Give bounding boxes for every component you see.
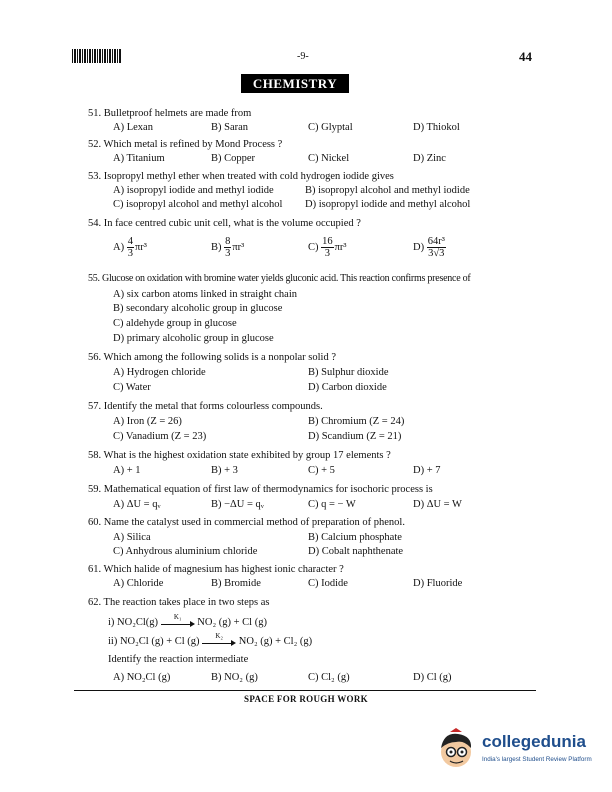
question-59: 59. Mathematical equation of first law of thermodynamics for isochoric process is: [88, 484, 433, 495]
option: A) Chloride: [113, 578, 164, 589]
option: D) isopropyl iodide and methyl alcohol: [305, 199, 471, 210]
option: D) Fluoride: [413, 578, 463, 589]
option: A) ΔU = qᵥ: [113, 499, 161, 510]
option: D) Cobalt naphthenate: [308, 546, 404, 557]
option: C) aldehyde group in glucose: [113, 318, 237, 329]
option: B) NO₂ (g): [211, 672, 258, 683]
reaction-arrow: K₂: [202, 637, 236, 647]
question-51: 51. Bulletproof helmets are made from: [88, 108, 252, 119]
question-58: 58. What is the highest oxidation state exhibited by group 17 elements ?: [88, 450, 391, 461]
question-61: 61. Which halide of magnesium has highest ionic character ?: [88, 564, 344, 575]
option: D) + 7: [413, 465, 441, 476]
option: D) Scandium (Z = 21): [308, 431, 402, 442]
question-55: 55. Glucose on oxidation with bromine water yields gluconic acid. This reaction confirms presence of: [88, 273, 471, 284]
option: C) Water: [113, 382, 151, 393]
option: C) Cl₂ (g): [308, 672, 350, 683]
option: C) Nickel: [308, 153, 350, 164]
mascot-icon: [436, 728, 478, 772]
option-fraction: A) $\frac{4}{3}$ πr³: [113, 236, 147, 260]
option: B) Saran: [211, 122, 249, 133]
reaction-arrow: K₁: [161, 618, 195, 628]
barcode: [72, 49, 122, 63]
option: B) −ΔU = qᵥ: [211, 499, 264, 510]
option: B) Bromide: [211, 578, 261, 589]
page-number: -9-: [297, 51, 309, 62]
option: B) Copper: [211, 153, 256, 164]
option: A) Titanium: [113, 153, 165, 164]
collegedunia-logo: [436, 728, 600, 772]
option: B) isopropyl alcohol and methyl iodide: [305, 185, 470, 196]
question-52: 52. Which metal is refined by Mond Process ?: [88, 139, 283, 150]
question-57: 57. Identify the metal that forms colourless compounds.: [88, 401, 323, 412]
question-56: 56. Which among the following solids is a nonpolar solid ?: [88, 352, 336, 363]
option: D) Thiokol: [413, 122, 460, 133]
option: C) Anhydrous aluminium chloride: [113, 546, 258, 557]
option: A) six carbon atoms linked in straight chain: [113, 289, 298, 300]
option: D) primary alcoholic group in glucose: [113, 333, 274, 344]
option-fraction: D) $\frac{\text{64r³}}{3√3}$: [413, 236, 445, 260]
option: D) ΔU = W: [413, 499, 462, 510]
option: C) isopropyl alcohol and methyl alcohol: [113, 199, 283, 210]
question-54: 54. In face centred cubic unit cell, what is the volume occupied ?: [88, 218, 361, 229]
reaction-step-2: ii) NO₂Cl (g) + Cl (g) K₂ NO₂ (g) + Cl₂ (g): [108, 631, 313, 647]
booklet-code: 44: [519, 49, 532, 64]
option: D) Cl (g): [413, 672, 452, 683]
option: B) secondary alcoholic group in glucose: [113, 303, 283, 314]
option: C) Iodide: [308, 578, 348, 589]
option: D) Carbon dioxide: [308, 382, 387, 393]
divider: [74, 690, 536, 691]
option: A) Iron (Z = 26): [113, 416, 182, 427]
option: C) Glyptal: [308, 122, 353, 133]
option: C) + 5: [308, 465, 335, 476]
option: A) Silica: [113, 532, 151, 543]
option: A) Hydrogen chloride: [113, 367, 206, 378]
rough-work-label: SPACE FOR ROUGH WORK: [244, 694, 368, 704]
question-53: 53. Isopropyl methyl ether when treated with cold hydrogen iodide gives: [88, 171, 394, 182]
option: D) Zinc: [413, 153, 446, 164]
question-62-prompt: Identify the reaction intermediate: [108, 654, 249, 665]
option-fraction: B) $\frac{8}{3}$ πr³: [211, 236, 245, 260]
option: C) Vanadium (Z = 23): [113, 431, 207, 442]
reaction-step-1: i) NO₂Cl(g) K₁ NO₂ (g) + Cl (g): [108, 612, 267, 628]
option: B) Chromium (Z = 24): [308, 416, 405, 427]
option: B) Calcium phosphate: [308, 532, 402, 543]
option: B) Sulphur dioxide: [308, 367, 389, 378]
brand-tagline: India's largest Student Review Platform: [482, 756, 592, 763]
brand-name: collegedunia: [482, 732, 586, 751]
question-62: 62. The reaction takes place in two steps as: [88, 597, 270, 608]
option: A) isopropyl iodide and methyl iodide: [113, 185, 274, 196]
subject-heading: CHEMISTRY: [241, 74, 349, 93]
option: A) Lexan: [113, 122, 153, 133]
option: B) + 3: [211, 465, 238, 476]
option: A) NO₂Cl (g): [113, 672, 171, 683]
question-60: 60. Name the catalyst used in commercial method of preparation of phenol.: [88, 517, 405, 528]
option: A) + 1: [113, 465, 141, 476]
option-fraction: C) $\frac{16}{3}$ πr³: [308, 236, 347, 260]
option: C) q = − W: [308, 499, 356, 510]
